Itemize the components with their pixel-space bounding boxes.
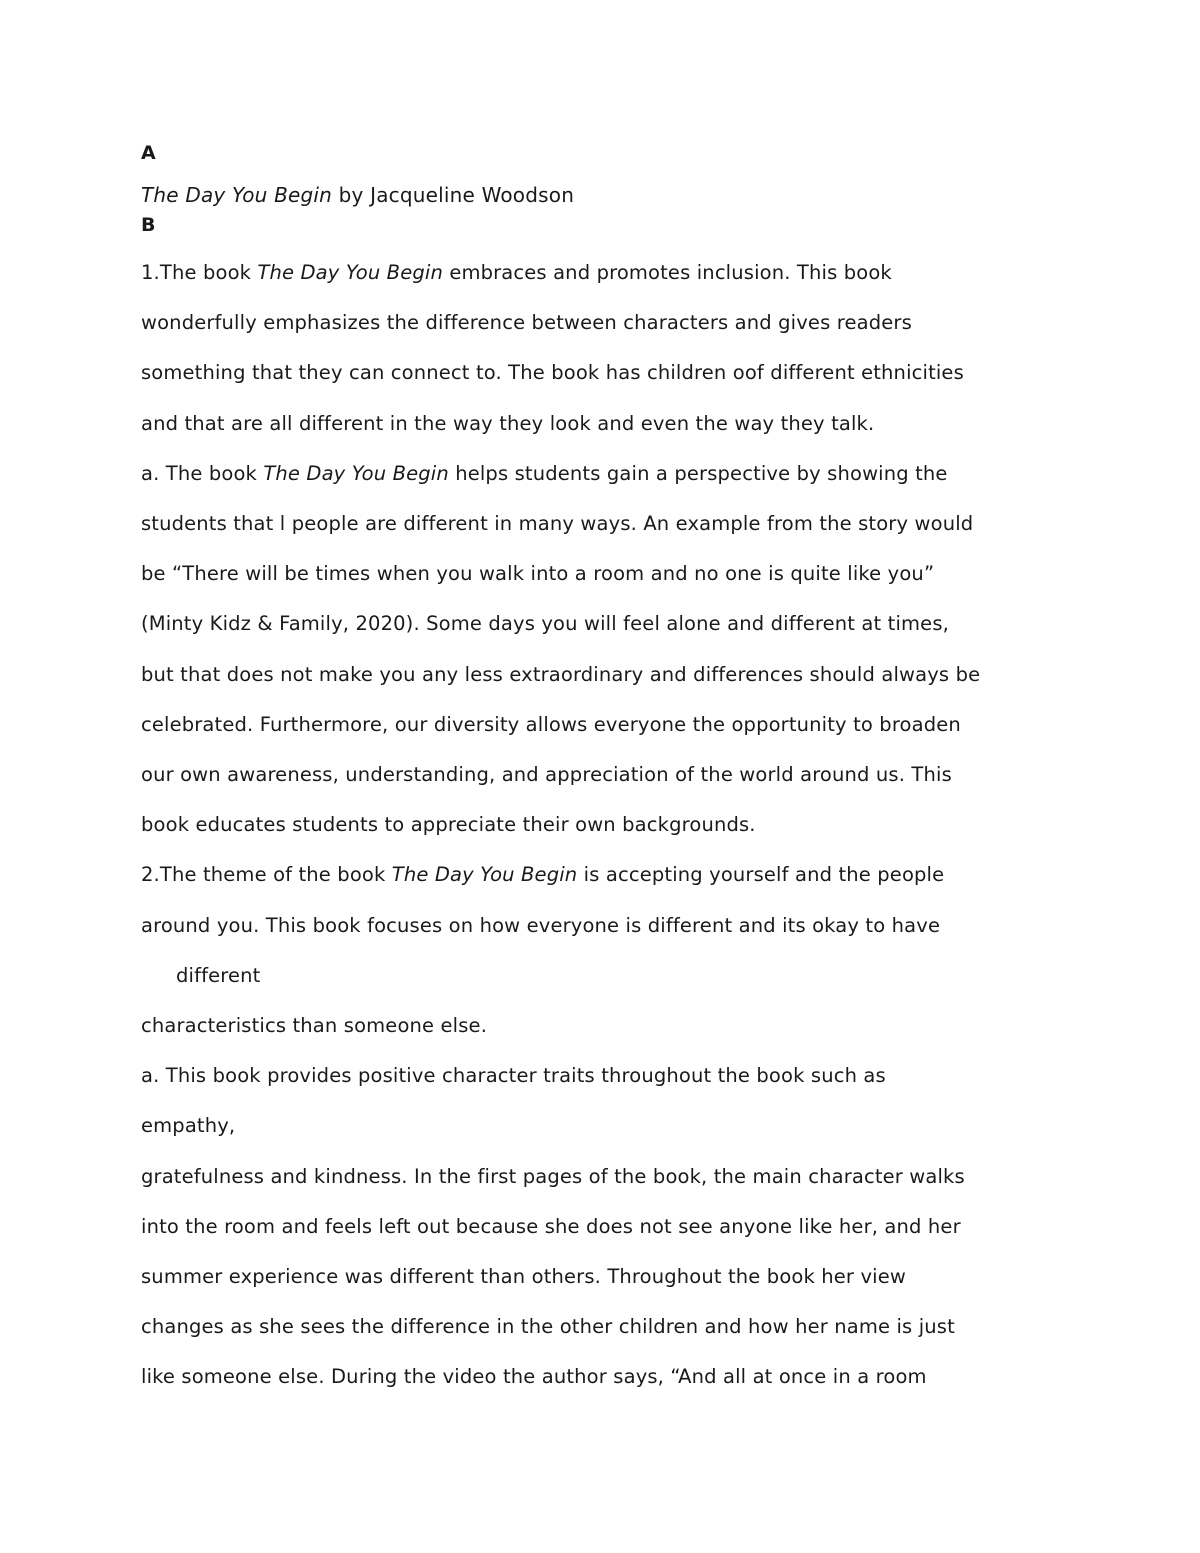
text-line: and that are all different in the way they look and even the way they talk. xyxy=(141,411,875,435)
text-line: but that does not make you any less extraordinary and differences should always be xyxy=(141,662,981,686)
text-line: changes as she sees the difference in the other children and how her name is just xyxy=(141,1315,955,1339)
section-heading-b: B xyxy=(141,214,156,236)
text-line: celebrated. Furthermore, our diversity allows everyone the opportunity to broaden xyxy=(141,712,961,736)
text-line: around you. This book focuses on how everyone is different and its okay to have xyxy=(141,913,941,937)
text-line: into the room and feels left out because she does not see anyone like her, and her xyxy=(141,1214,961,1238)
text-line: wonderfully emphasizes the difference between characters and gives readers xyxy=(141,311,912,335)
text-line: book educates students to appreciate their own backgrounds. xyxy=(141,813,756,837)
text-line: gratefulness and kindness. In the first pages of the book, the main character walks xyxy=(141,1164,965,1188)
book-title: The Day You Begin xyxy=(257,261,443,284)
text-line: something that they can connect to. The book has children oof different ethnicities xyxy=(141,361,964,385)
book-title: The Day You Begin xyxy=(263,461,449,485)
text-line: be “There will be times when you walk into a room and no one is quite like you” xyxy=(141,562,935,586)
book-title-line xyxy=(141,180,1071,210)
text-line: summer experience was different than others. Throughout the book her view xyxy=(141,1265,906,1289)
text-line: different xyxy=(176,963,261,987)
book-title: The Day You Begin xyxy=(391,863,578,887)
text-line: a. The book The Day You Begin helps students gain a perspective by showing the xyxy=(141,461,948,485)
book-title: The Day You Begin xyxy=(141,183,333,207)
text-line: like someone else. During the video the author says, “And all at once in a room xyxy=(141,1365,927,1389)
document-body xyxy=(141,138,1071,1403)
text-line: a. This book provides positive character traits throughout the book such as xyxy=(141,1064,886,1088)
text-line: 1.The book The Day You Begin embraces and promotes inclusion. This book xyxy=(141,261,892,284)
text-line: students that l people are different in many ways. An example from the story would xyxy=(141,512,974,536)
text-line: 2.The theme of the book The Day You Begin is accepting yourself and the people xyxy=(141,863,945,887)
text-line: our own awareness, understanding, and appreciation of the world around us. This xyxy=(141,763,952,787)
section-heading-a: A xyxy=(141,142,156,164)
text-line: (Minty Kidz & Family, 2020). Some days you will feel alone and different at times, xyxy=(141,612,949,636)
section-b-text xyxy=(141,248,1071,1403)
book-author: by Jacqueline Woodson xyxy=(332,183,575,207)
text-line: characteristics than someone else. xyxy=(141,1014,488,1038)
text-line: empathy, xyxy=(141,1114,236,1138)
